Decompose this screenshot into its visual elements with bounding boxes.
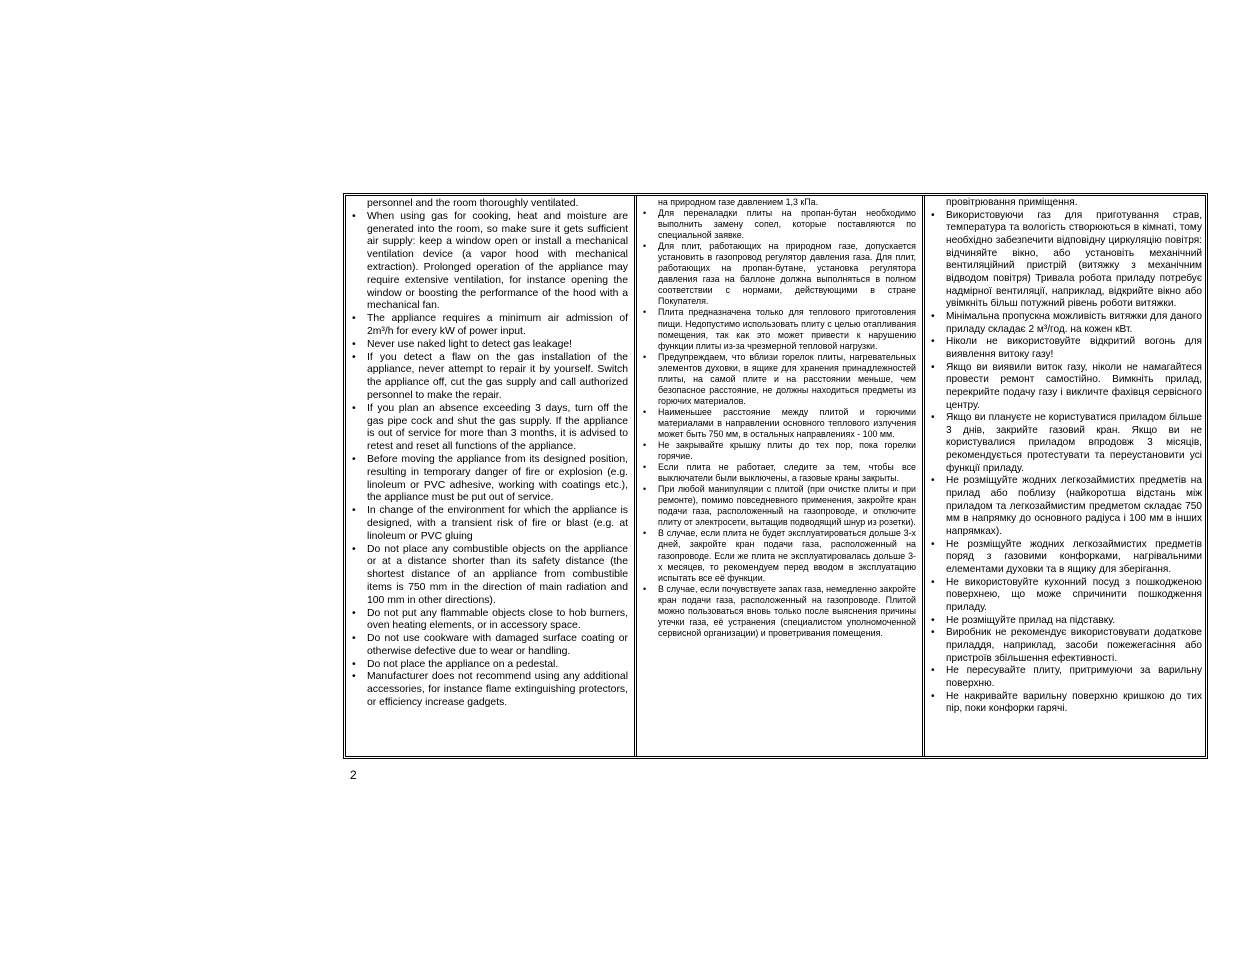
list-item: • If you detect a flaw on the gas installation of the appliance, never attempt to repair it by yourself. Switch the appliance off, cut the gas supply and call authorized personnel to make the repair. <box>350 352 628 403</box>
column-lead: провітрювання приміщення. <box>946 197 1078 208</box>
list-item: • Наименьшее расстояние между плитой и горючими материалами в направлении основного теплового излучения может быть 750 мм, в остальных направлениях - 100 мм. <box>641 407 916 440</box>
bullet-list <box>641 208 916 639</box>
bullet-list <box>350 211 628 710</box>
bullet-list <box>929 210 1202 716</box>
list-item: • Не розміщуйте жодних легкозаймистих предметів на прилад або поблизу (найкоротша відстань між приладом та легкозаймистим предметом складає 750 мм в напрямку до основного радіуса і 100 мм в інших напрямках). <box>929 475 1202 538</box>
list-item: • When using gas for cooking, heat and moisture are generated into the room, so make sure it gets sufficient air supply: keep a window open or install a mechanical ventilation device (a vapor hood with mechanical extraction). Prolonged operation of the appliance may require extensive ventilation, for instance opening the window or boosting the performance of the hood with a mechanical fan. <box>350 211 628 313</box>
list-item: • The appliance requires a minimum air admission of 2m³/h for every kW of power input. <box>350 313 628 339</box>
list-item: • Для переналадки плиты на пропан-бутан необходимо выполнить замену сопел, которые поставляются по специальной заявке. <box>641 208 916 241</box>
list-item: • Якщо ви виявили виток газу, ніколи не намагайтеся провести ремонт самостійно. Вимкніть прилад, перекрийте подачу газу і викличте фахівця сервісного центру. <box>929 362 1202 413</box>
instructions-table <box>343 193 1208 759</box>
list-item: • В случае, если плита не будет эксплуатироваться дольше 3-х дней, закройте кран подачи газа, расположенный на газопроводе. Если же плита не эксплуатировалась дольше 3-х месяцев, то рекомендуем перед вводом в эксплуатацию испытать все её функции. <box>641 528 916 583</box>
list-item: • Не використовуйте кухонний посуд з пошкодженою поверхнею, що може спричинити пошкодження приладу. <box>929 577 1202 615</box>
list-item: • Мінімальна пропускна можливість витяжки для даного приладу складає 2 м³/год. на кожен кВт. <box>929 311 1202 336</box>
list-item: • Не закрывайте крышку плиты до тех пор, пока горелки горячие. <box>641 440 916 462</box>
list-item: • Не розміщуйте жодних легкозаймистих предметів поряд з газовими конфорками, нагрівальними елементами духовки та в ящику для зберігання. <box>929 539 1202 577</box>
list-item: • Виробник не рекомендує використовувати додаткове приладдя, наприклад, засоби пожежегасіння або пристроїв збільшення ефективності. <box>929 627 1202 665</box>
list-item: • Не пересувайте плиту, притримуючи за варильну поверхню. <box>929 665 1202 690</box>
list-item: • Ніколи не використовуйте відкритий вогонь для виявлення витоку газу! <box>929 336 1202 361</box>
list-item: • Якщо ви плануєте не користуватися приладом більше 3 днів, закрийте газовий кран. Якщо ви не користувалися приладом впродовж 3 місяців, рекомендується протестувати та переустановити усі функції приладу. <box>929 412 1202 475</box>
column-lead: на природном газе давлением 1,3 кПа. <box>658 197 819 207</box>
list-item: • В случае, если почувствуете запах газа, немедленно закройте кран подачи газа, расположенный на газопроводе. Плитой можно пользоваться вновь только после выяснения причины утечки газа, её устранения (специалистом уполномоченной сервисной организации) и проветривания помещения. <box>641 584 916 639</box>
list-item: • Предупреждаем, что вблизи горелок плиты, нагревательных элементов духовки, в ящике для хранения принадлежностей плиты, на самой плите и на расстоянии меньше, чем безопасное расстояние, не должны находиться предметы из горючих материалов. <box>641 352 916 407</box>
list-item: • Если плита не работает, следите за тем, чтобы все выключатели были выключены, а газовые краны закрыты. <box>641 462 916 484</box>
list-item: • Do not use cookware with damaged surface coating or otherwise defective due to wear or handling. <box>350 633 628 659</box>
list-item: • Do not put any flammable objects close to hob burners, oven heating elements, or in accessory space. <box>350 608 628 634</box>
list-item: • Before moving the appliance from its designed position, resulting in temporary danger of fire or explosion (e.g. linoleum or PVC adhesive, working with coatings etc.), the appliance must be put out of service. <box>350 454 628 505</box>
list-item: • Не розміщуйте прилад на підставку. <box>929 615 1202 628</box>
column-russian <box>634 196 919 756</box>
list-item: • Manufacturer does not recommend using any additional accessories, for instance flame extinguishing protectors, or efficiency increase gadgets. <box>350 671 628 709</box>
page-number: 2 <box>350 768 357 782</box>
column-lead: personnel and the room thoroughly ventilated. <box>367 198 579 209</box>
list-item: • Для плит, работающих на природном газе, допускается установить в газопровод регулятор давления газа. Для плит, работающих на пропан-бутане, установка регулятора давления газа на баллоне должна выполняться в полном соответствии с нормами, действующими в стране Покупателя. <box>641 241 916 307</box>
list-item: • Do not place the appliance on a pedestal. <box>350 659 628 672</box>
list-item: • Do not place any combustible objects on the appliance or at a distance shorter than its safety distance (the shortest distance of an appliance from combustible items is 750 mm in the direction of main radiation and 100 mm in other directions). <box>350 544 628 608</box>
list-item: • In change of the environment for which the appliance is designed, with a transient risk of fire or blast (e.g. at linoleum or PVC gluing <box>350 505 628 543</box>
list-item: • Використовуючи газ для приготування страв, температура та вологість створюються в кімнаті, тому необхідно забезпечити відповідну циркуляцію повітря: відчиняйте вікно, або установіть механічний вентиляційний пристрій (витяжку з механічним відводом повітря) Тривала робота приладу потребує надмірної вентиляції, наприклад, відкрийте вікно або увімкніть більш потужний рівень роботи витяжки. <box>929 210 1202 311</box>
list-item: • При любой манипуляции с плитой (при очистке плиты и при ремонте), помимо повседневного применения, закройте кран подачи газа, расположенный на газопроводе, и отключите плиту от электросети, вытащив подводящий шнур из розетки). <box>641 484 916 528</box>
list-item: • Never use naked light to detect gas leakage! <box>350 339 628 352</box>
list-item: • If you plan an absence exceeding 3 days, turn off the gas pipe cock and shut the gas supply. If the appliance is out of service for more than 3 months, it is advised to retest and reset all functions of the appliance. <box>350 403 628 454</box>
list-item: • Плита предназначена только для теплового приготовления пищи. Недопустимо использовать плиту с целью отапливания помещения, так как это может привести к нарушению функции плиты из-за чрезмерной тепловой нагрузки. <box>641 307 916 351</box>
column-english <box>346 196 631 756</box>
column-ukrainian <box>922 196 1205 756</box>
list-item: • Не накривайте варильну поверхню кришкою до тих пір, поки конфорки гарячі. <box>929 691 1202 716</box>
